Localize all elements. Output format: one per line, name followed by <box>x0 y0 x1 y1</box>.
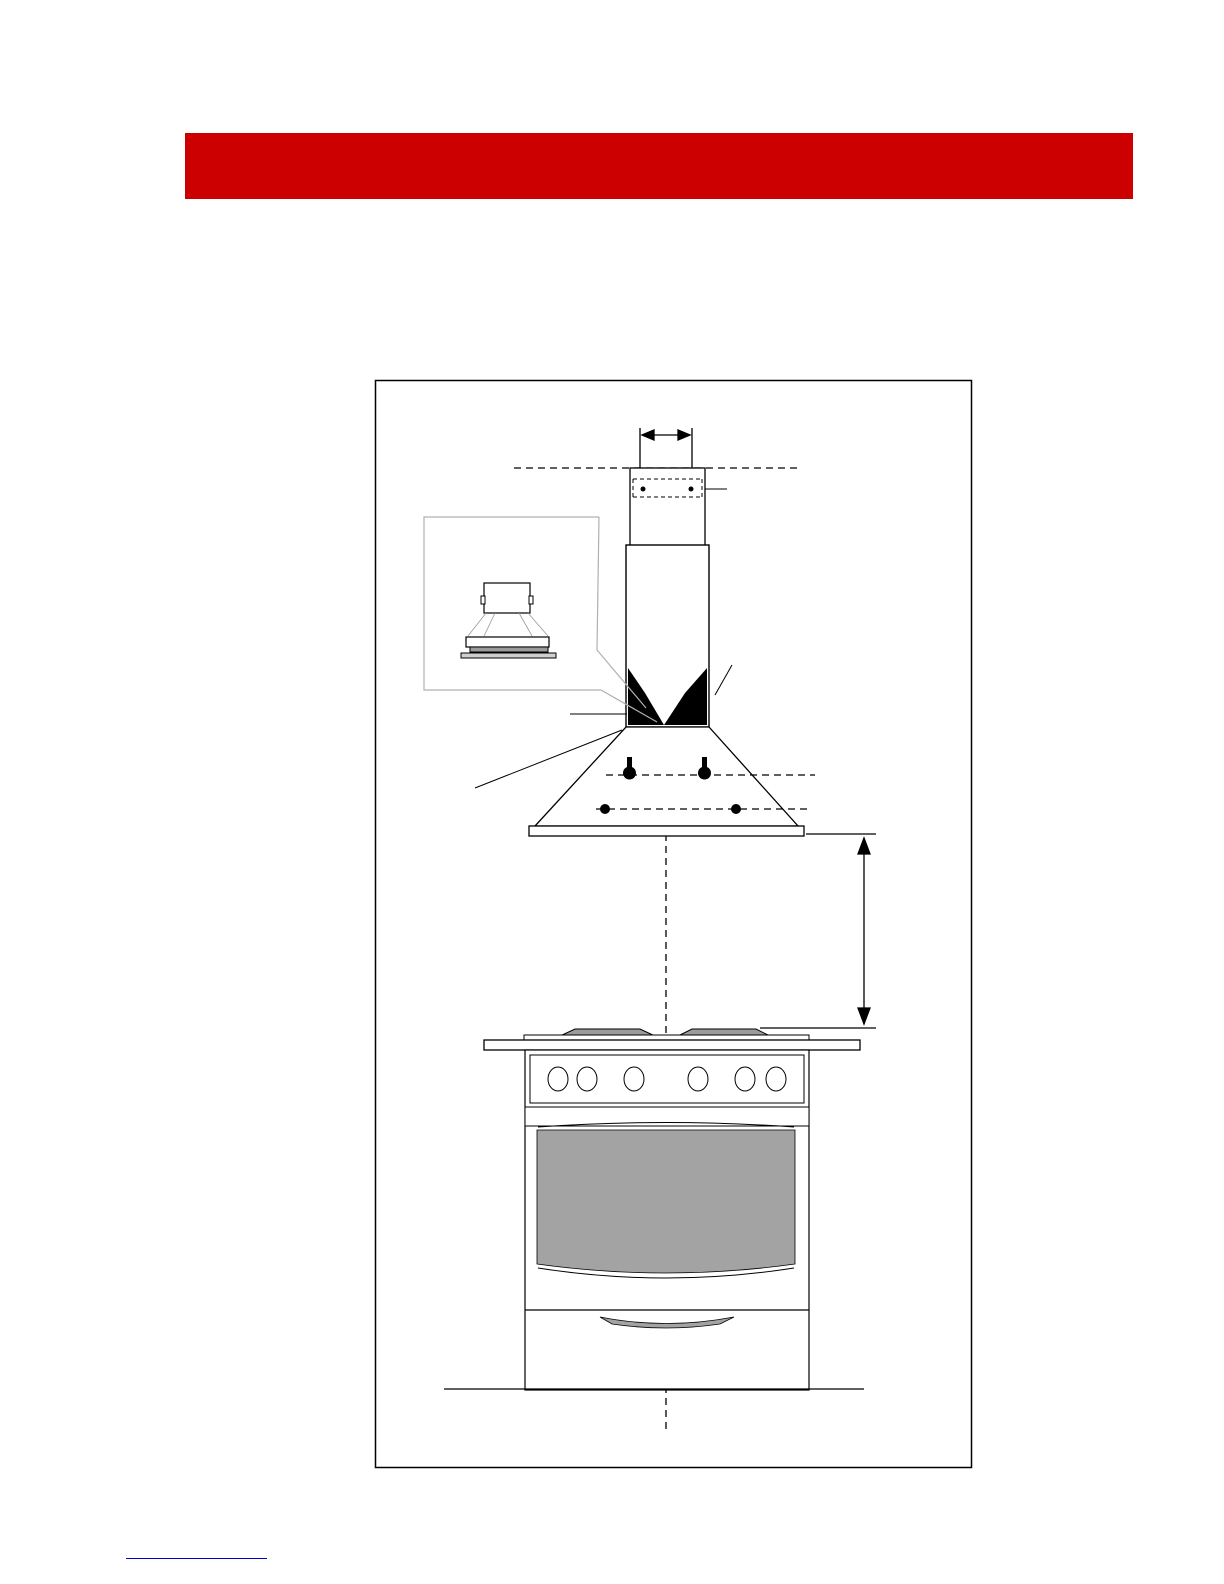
bracket-screw-left <box>641 487 646 492</box>
inset-blower-motor <box>461 583 556 658</box>
footnote-rule <box>126 1558 267 1559</box>
right-cutaway-leader <box>715 665 732 695</box>
screw-hole-left <box>600 804 610 814</box>
inset-detail-frame <box>424 517 657 722</box>
knob <box>735 1067 755 1091</box>
knob <box>548 1067 568 1091</box>
hood-bottom-plate <box>529 826 804 836</box>
oven-window <box>537 1130 795 1273</box>
cooktop-rim <box>524 1035 809 1040</box>
knob <box>688 1067 708 1091</box>
bracket-screw-right <box>689 487 694 492</box>
knob <box>766 1067 786 1091</box>
upper-chimney <box>630 468 705 546</box>
screw-hole-right <box>731 804 741 814</box>
countertop <box>484 1040 860 1050</box>
hood-canopy <box>535 727 798 826</box>
oven-door-handle-bar <box>525 1107 809 1126</box>
control-panel <box>530 1055 804 1103</box>
knob <box>624 1067 644 1091</box>
clearance-height-dimension <box>760 834 876 1028</box>
knob <box>577 1067 597 1091</box>
